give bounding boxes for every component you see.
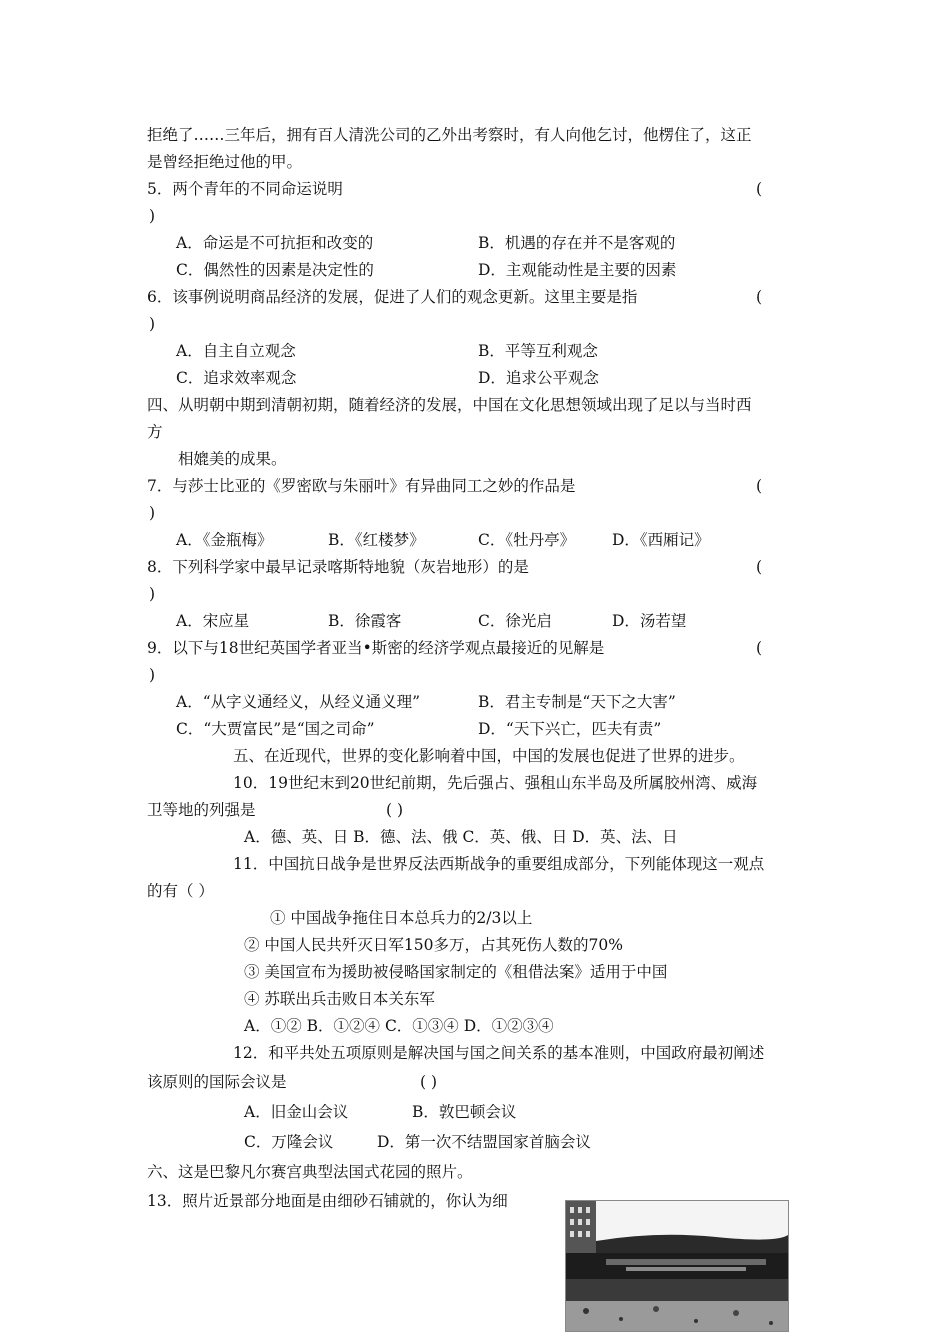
q5-option-a: A．命运是不可抗拒和改变的 <box>176 234 374 252</box>
question-7: 7．与莎士比亚的《罗密欧与朱丽叶》有异曲同工之妙的作品是 <box>147 477 576 495</box>
q9-option-b: B．君主专制是“天下之大害” <box>478 693 676 711</box>
q7-option-a: A．《金瓶梅》 <box>176 531 273 549</box>
section-5-heading: 五、在近现代，世界的变化影响着中国，中国的发展也促进了世界的进步。 <box>233 747 745 765</box>
passage-line-2: 是曾经拒绝过他的甲。 <box>147 153 303 171</box>
question-12: 12．和平共处五项原则是解决国与国之间关系的基本准则，中国政府最初阐述 <box>233 1044 765 1062</box>
question-11-cont: 的有（ ） <box>147 882 214 900</box>
answer-paren-open: ( <box>756 639 763 657</box>
answer-paren-open: ( <box>756 558 763 576</box>
q12-option-c: C．万隆会议 <box>244 1133 334 1151</box>
q11-options: A．①② B．①②④ C．①③④ D．①②③④ <box>244 1017 554 1035</box>
question-10: 10．19世纪末到20世纪前期，先后强占、强租山东半岛及所属胶州湾、威海 <box>233 774 758 792</box>
section-4-heading: 四、从明朝中期到清朝初期，随着经济的发展，中国在文化思想领域出现了足以与当时西 <box>147 396 752 414</box>
question-6: 6．该事例说明商品经济的发展，促进了人们的观念更新。这里主要是指 <box>147 288 638 306</box>
versailles-garden-photo <box>565 1200 789 1332</box>
passage-line-1: 拒绝了……三年后，拥有百人清洗公司的乙外出考察时，有人向他乞讨，他楞住了，这正 <box>147 126 752 144</box>
question-13: 13．照片近景部分地面是由细砂石铺就的，你认为细 <box>147 1192 508 1210</box>
question-5: 5．两个青年的不同命运说明 <box>147 180 343 198</box>
q7-option-d: D．《西厢记》 <box>612 531 710 549</box>
question-12-cont: 该原则的国际会议是 <box>147 1073 287 1091</box>
q6-option-d: D．追求公平观念 <box>478 369 599 387</box>
answer-paren-close: ) <box>149 666 156 684</box>
section-4-heading-wrap: 方 <box>147 423 163 441</box>
answer-paren-open: ( <box>756 180 763 198</box>
q11-item-2: ② 中国人民共歼灭日军150多万，占其死伤人数的70% <box>244 936 623 954</box>
question-10-cont: 卫等地的列强是 <box>147 801 256 819</box>
q6-option-a: A．自主自立观念 <box>176 342 296 360</box>
q12-option-d: D．第一次不结盟国家首脑会议 <box>377 1133 591 1151</box>
q8-option-a: A．宋应星 <box>176 612 250 630</box>
answer-paren-close: ) <box>149 504 156 522</box>
q5-option-d: D．主观能动性是主要的因素 <box>478 261 677 279</box>
answer-paren-close: ) <box>149 315 156 333</box>
q5-option-b: B．机遇的存在并不是客观的 <box>478 234 676 252</box>
answer-paren-open: ( <box>756 477 763 495</box>
q12-option-a: A．旧金山会议 <box>244 1103 349 1121</box>
question-9: 9．以下与18世纪英国学者亚当•斯密的经济学观点最接近的见解是 <box>147 639 605 657</box>
q6-option-b: B．平等互利观念 <box>478 342 598 360</box>
section-6-heading: 六、这是巴黎凡尔赛宫典型法国式花园的照片。 <box>147 1163 473 1181</box>
q11-item-1: ① 中国战争拖住日本总兵力的2/3以上 <box>270 909 533 927</box>
question-8: 8．下列科学家中最早记录喀斯特地貌（灰岩地形）的是 <box>147 558 529 576</box>
answer-parens: ( ) <box>386 801 404 819</box>
answer-paren-close: ) <box>149 585 156 603</box>
q8-option-d: D．汤若望 <box>612 612 687 630</box>
q12-option-b: B．敦巴顿会议 <box>412 1103 517 1121</box>
answer-paren-open: ( <box>756 288 763 306</box>
q9-option-d: D．“天下兴亡，匹夫有责” <box>478 720 662 738</box>
answer-parens: ( ) <box>420 1073 438 1091</box>
section-4-heading-cont: 相媲美的成果。 <box>178 450 287 468</box>
answer-paren-close: ) <box>149 207 156 225</box>
question-11: 11．中国抗日战争是世界反法西斯战争的重要组成部分，下列能体现这一观点 <box>233 855 765 873</box>
q6-option-c: C．追求效率观念 <box>176 369 297 387</box>
q9-option-a: A．“从字义通经义，从经义通义理” <box>176 693 421 711</box>
q9-option-c: C．“大贾富民”是“国之司命” <box>176 720 375 738</box>
q7-option-b: B．《红楼梦》 <box>328 531 425 549</box>
q11-item-3: ③ 美国宣布为援助被侵略国家制定的《租借法案》适用于中国 <box>244 963 668 981</box>
q10-options: A．德、英、日 B．德、法、俄 C．英、俄、日 D．英、法、日 <box>244 828 678 846</box>
garden-photo-drawing <box>566 1201 788 1331</box>
q5-option-c: C．偶然性的因素是决定性的 <box>176 261 374 279</box>
q8-option-b: B．徐霞客 <box>328 612 402 630</box>
q8-option-c: C．徐光启 <box>478 612 552 630</box>
q7-option-c: C．《牡丹亭》 <box>478 531 576 549</box>
q11-item-4: ④ 苏联出兵击败日本关东军 <box>244 990 435 1008</box>
